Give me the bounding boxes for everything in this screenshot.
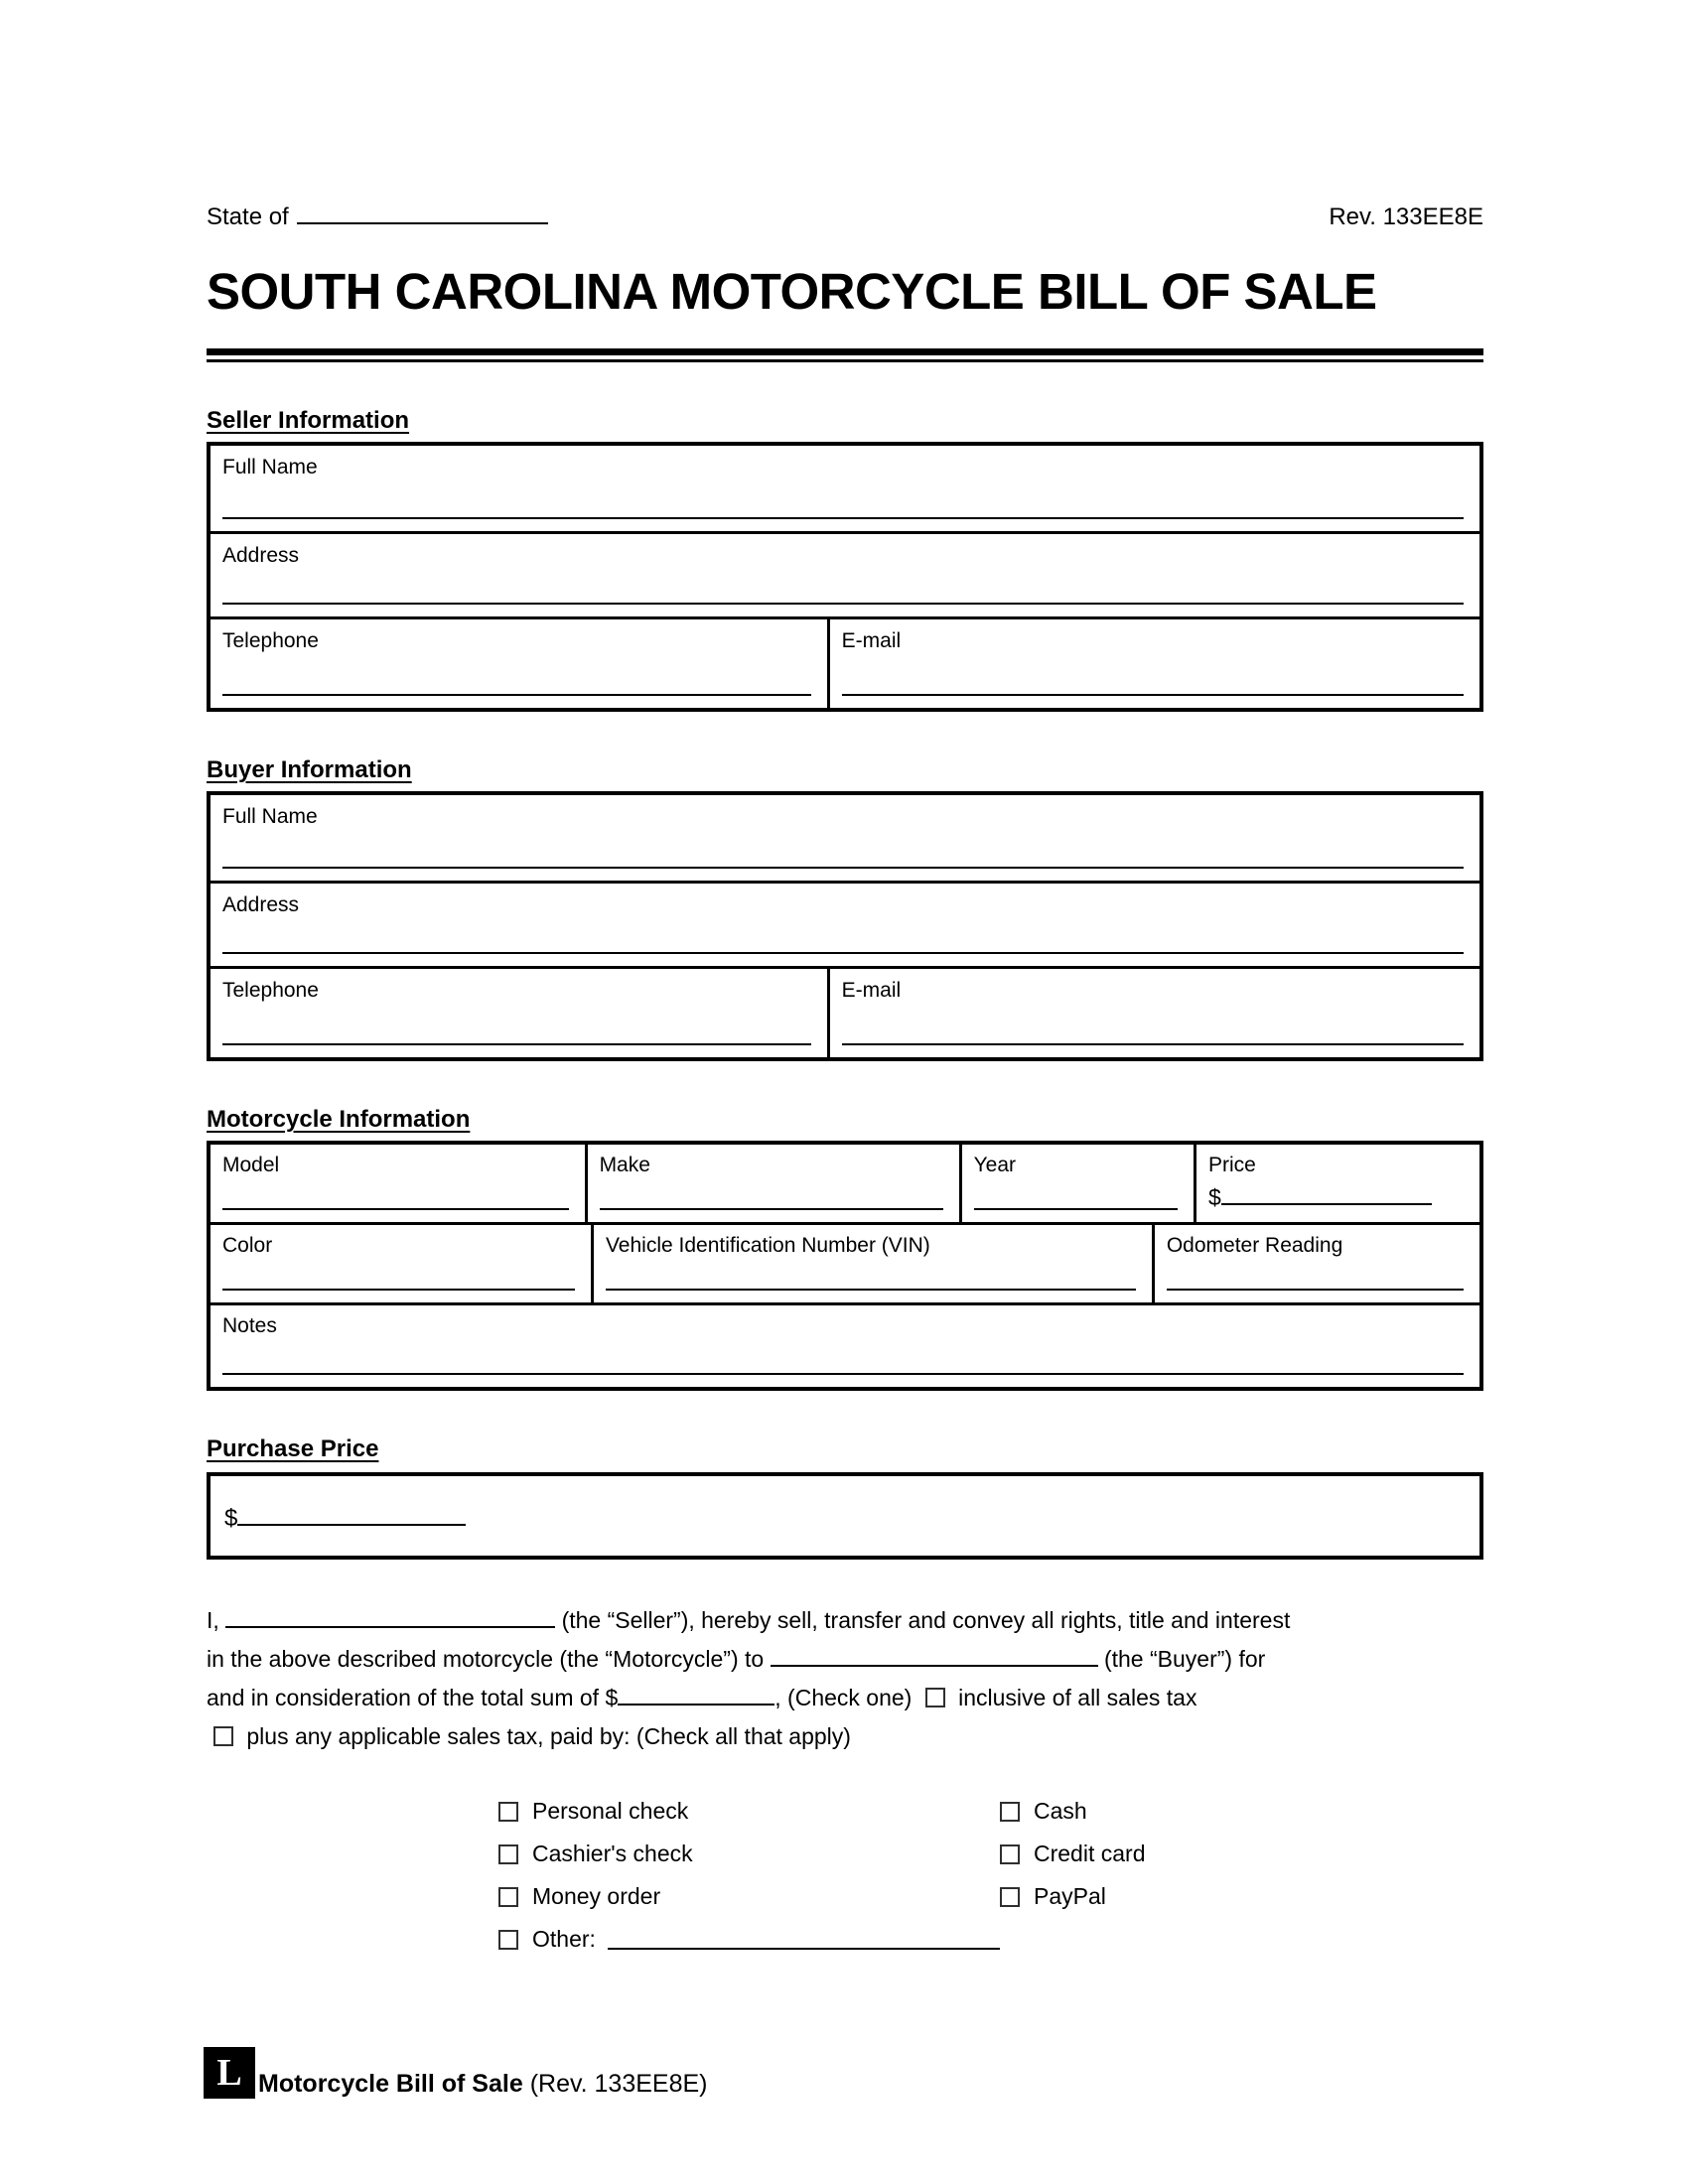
seller-name-input-line[interactable]	[225, 1604, 555, 1628]
payment-row	[498, 1790, 1483, 1833]
purchase-price-input-line[interactable]	[237, 1502, 466, 1526]
seller-full-name-field	[211, 446, 1479, 531]
vin-field	[594, 1225, 1155, 1302]
make-field	[588, 1145, 962, 1222]
statement-part-5: and in consideration of the total sum of $	[207, 1685, 619, 1710]
buyer-name-input-line[interactable]	[771, 1643, 1098, 1667]
purchase-price-box	[207, 1472, 1483, 1560]
seller-full-name-input-line[interactable]	[222, 517, 1464, 519]
statement-part-3: in the above described motorcycle (the “Motorcycle”) to	[207, 1646, 765, 1672]
buyer-address-label: Address	[222, 893, 300, 916]
buyer-full-name-input-line[interactable]	[222, 867, 1464, 869]
payment-option-personal-check[interactable]	[498, 1790, 1000, 1833]
buyer-email-label: E-mail	[841, 979, 902, 1002]
payment-row	[498, 1875, 1483, 1918]
payment-label-credit-card: Credit card	[1034, 1841, 1146, 1866]
payment-option-cashiers-check[interactable]	[498, 1833, 1000, 1875]
buyer-info-box	[207, 791, 1483, 1061]
payment-option-other[interactable]	[498, 1918, 1000, 1961]
price-dollar-sign: $	[1207, 1184, 1221, 1210]
state-of-line	[207, 201, 548, 233]
payment-options	[498, 1790, 1483, 1961]
document-footer	[204, 2047, 708, 2099]
motorcycle-row-2	[211, 1222, 1479, 1302]
payment-label-cashiers-check: Cashier's check	[532, 1841, 693, 1866]
footer-doc-title: Motorcycle Bill of Sale	[258, 2070, 523, 2098]
payment-label-cash: Cash	[1034, 1798, 1087, 1824]
buyer-email-field	[830, 969, 1479, 1057]
buyer-full-name-field	[211, 795, 1479, 881]
footer-rev: (Rev. 133EE8E)	[529, 2070, 708, 2098]
odometer-label: Odometer Reading	[1166, 1234, 1343, 1257]
year-field	[962, 1145, 1196, 1222]
payment-option-paypal[interactable]	[1000, 1875, 1483, 1918]
checkbox-other[interactable]	[498, 1930, 518, 1950]
other-payment-input-line[interactable]	[608, 1930, 1000, 1950]
seller-email-field	[830, 619, 1479, 708]
statement-part-8: plus any applicable sales tax, paid by: (Check all that apply)	[246, 1723, 851, 1749]
seller-info-box	[207, 442, 1483, 712]
seller-telephone-input-line[interactable]	[222, 694, 811, 696]
state-of-label: State of	[207, 204, 289, 230]
payment-option-cash[interactable]	[1000, 1790, 1483, 1833]
logo-letter: L	[216, 2052, 242, 2094]
page-title: SOUTH CAROLINA MOTORCYCLE BILL OF SALE	[207, 263, 1377, 320]
make-input-line[interactable]	[600, 1208, 943, 1210]
checkbox-cashiers-check[interactable]	[498, 1844, 518, 1864]
price-label: Price	[1207, 1154, 1256, 1176]
notes-field	[211, 1305, 1479, 1387]
notes-input-line[interactable]	[222, 1373, 1464, 1375]
seller-address-input-line[interactable]	[222, 603, 1464, 605]
notes-label: Notes	[222, 1314, 277, 1337]
checkbox-plus-applicable-sales-tax[interactable]	[213, 1726, 233, 1746]
year-label: Year	[973, 1154, 1016, 1176]
motorcycle-row-3	[211, 1302, 1479, 1387]
statement-part-6: , (Check one)	[774, 1685, 913, 1710]
model-label: Model	[222, 1154, 280, 1176]
purchase-price-entry-line	[224, 1502, 466, 1531]
payment-label-paypal: PayPal	[1034, 1883, 1106, 1909]
price-input-line[interactable]	[1221, 1181, 1432, 1205]
statement-part-2: (the “Seller”), hereby sell, transfer and convey all rights, title and interest	[561, 1607, 1291, 1633]
odometer-input-line[interactable]	[1167, 1289, 1464, 1291]
purchase-price-dollar-sign: $	[224, 1504, 238, 1532]
checkbox-cash[interactable]	[1000, 1802, 1020, 1822]
seller-full-name-label: Full Name	[222, 456, 318, 478]
price-field	[1196, 1145, 1479, 1222]
seller-telephone-label: Telephone	[222, 629, 319, 652]
payment-row	[498, 1833, 1483, 1875]
buyer-email-input-line[interactable]	[842, 1043, 1464, 1045]
title-divider-thin	[207, 359, 1483, 362]
statement-part-7: inclusive of all sales tax	[958, 1685, 1197, 1710]
buyer-contact-row	[211, 966, 1479, 1057]
checkbox-personal-check[interactable]	[498, 1802, 518, 1822]
make-label: Make	[599, 1154, 650, 1176]
checkbox-inclusive-of-sales-tax[interactable]	[925, 1688, 945, 1707]
payment-label-money-order: Money order	[532, 1883, 661, 1909]
motorcycle-row-1	[211, 1145, 1479, 1222]
year-input-line[interactable]	[974, 1208, 1178, 1210]
model-input-line[interactable]	[222, 1208, 569, 1210]
checkbox-money-order[interactable]	[498, 1887, 518, 1907]
statement-part-4: (the “Buyer”) for	[1103, 1646, 1266, 1672]
seller-email-label: E-mail	[841, 629, 902, 652]
payment-option-money-order[interactable]	[498, 1875, 1000, 1918]
footer-text	[258, 2069, 708, 2099]
payment-label-personal-check: Personal check	[532, 1798, 689, 1824]
buyer-telephone-input-line[interactable]	[222, 1043, 811, 1045]
payment-option-credit-card[interactable]	[1000, 1833, 1483, 1875]
buyer-address-input-line[interactable]	[222, 952, 1464, 954]
checkbox-paypal[interactable]	[1000, 1887, 1020, 1907]
seller-telephone-field	[211, 619, 830, 708]
buyer-address-field	[211, 881, 1479, 966]
revision-label: Rev. 133EE8E	[1329, 204, 1483, 230]
seller-section-heading: Seller Information	[207, 407, 410, 434]
checkbox-credit-card[interactable]	[1000, 1844, 1020, 1864]
motorcycle-info-table	[207, 1141, 1483, 1391]
vin-input-line[interactable]	[606, 1289, 1136, 1291]
buyer-section-heading: Buyer Information	[207, 756, 412, 783]
statement-part-1: I,	[207, 1607, 219, 1633]
seller-email-input-line[interactable]	[842, 694, 1464, 696]
legal-templates-logo	[204, 2047, 255, 2099]
buyer-telephone-field	[211, 969, 830, 1057]
color-input-line[interactable]	[222, 1289, 575, 1291]
seller-address-field	[211, 531, 1479, 616]
vin-label: Vehicle Identification Number (VIN)	[605, 1234, 930, 1257]
buyer-full-name-label: Full Name	[222, 805, 318, 828]
payment-label-other: Other:	[532, 1926, 596, 1952]
seller-address-label: Address	[222, 544, 300, 567]
model-field	[211, 1145, 588, 1222]
title-divider-thick	[207, 348, 1483, 355]
buyer-telephone-label: Telephone	[222, 979, 319, 1002]
payment-row	[498, 1918, 1483, 1961]
color-field	[211, 1225, 594, 1302]
purchase-price-heading: Purchase Price	[207, 1435, 379, 1462]
color-label: Color	[222, 1234, 273, 1257]
document-header	[207, 201, 1483, 233]
motorcycle-section-heading: Motorcycle Information	[207, 1106, 471, 1133]
sale-statement	[207, 1601, 1483, 1756]
odometer-field	[1155, 1225, 1479, 1302]
price-entry-line	[1208, 1181, 1464, 1210]
state-of-input-line[interactable]	[297, 201, 548, 224]
seller-contact-row	[211, 616, 1479, 708]
total-sum-input-line[interactable]	[618, 1682, 774, 1706]
